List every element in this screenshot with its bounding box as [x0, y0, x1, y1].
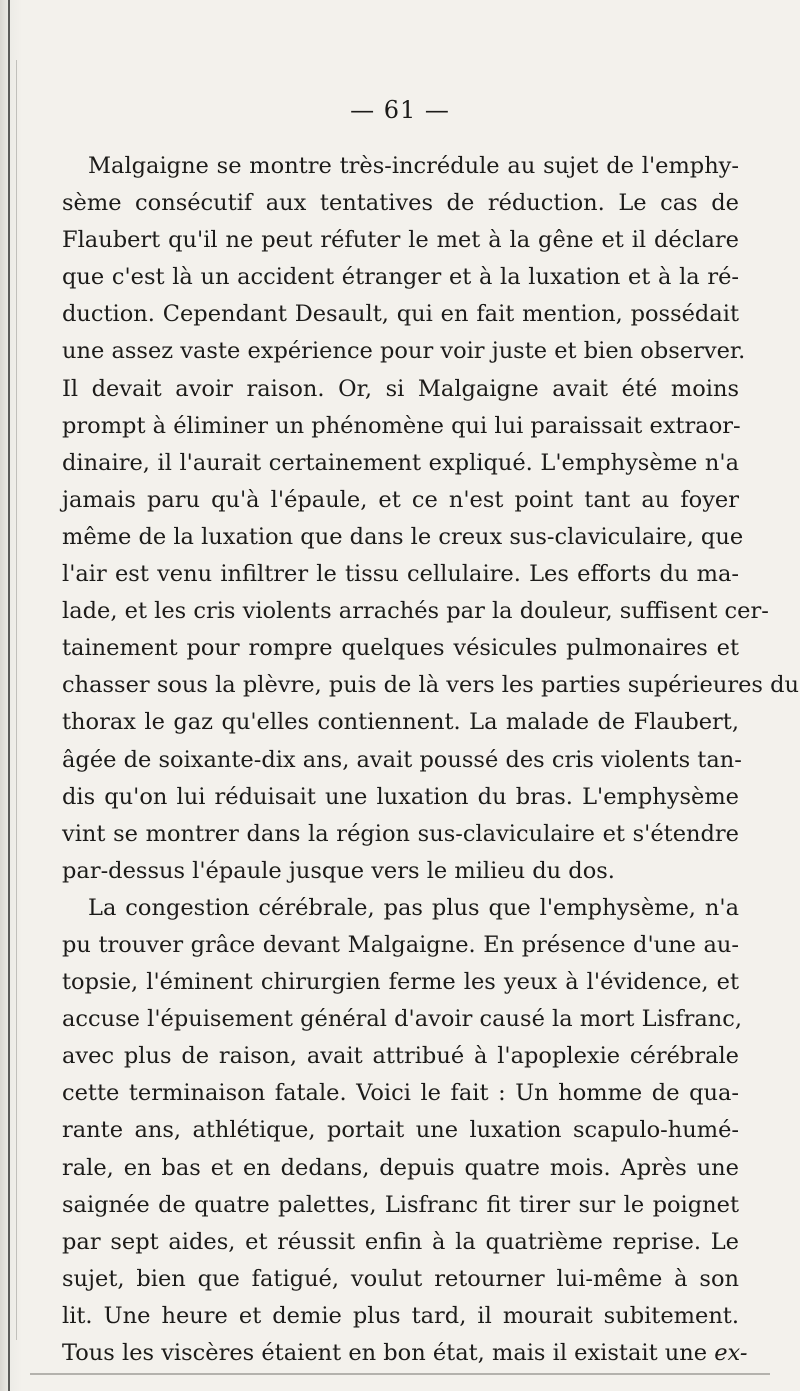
text-line: [62, 742, 742, 779]
text-line-content: l'air est venu infiltrer le tissu cellulaire. Les efforts du ma-: [62, 561, 739, 588]
text-line-content: rante ans, athlétique, portait une luxation scapulo-humé-: [62, 1117, 739, 1144]
spine-fold-line: [16, 60, 17, 1340]
text-line: [62, 148, 739, 185]
page-number: — 61 —: [350, 96, 450, 124]
text-line-content: accuse l'épuisement général d'avoir causé la mort Lisfranc,: [62, 1006, 743, 1033]
text-line: [62, 222, 739, 259]
text-line-content: jamais paru qu'à l'épaule, et ce n'est point tant au foyer: [62, 486, 739, 513]
text-line: [62, 1261, 739, 1298]
italic-word: ex-: [714, 1340, 748, 1366]
text-line: [62, 259, 739, 296]
text-line-content: Tous les viscères étaient en bon état, mais il existait une: [62, 1340, 708, 1366]
text-line: [62, 556, 739, 593]
spine-shadow-line: [8, 0, 10, 1391]
text-line-content: lit. Une heure et demie plus tard, il mourait subitement.: [62, 1302, 739, 1329]
text-line-content: pu trouver grâce devant Malgaigne. En présence d'une au-: [62, 931, 739, 958]
text-line-content: que c'est là un accident étranger et à la luxation et à la ré-: [62, 264, 739, 291]
text-line: [62, 1187, 739, 1224]
text-line-content: Flaubert qu'il ne peut réfuter le met à la gêne et il déclare: [62, 227, 739, 254]
text-line: [62, 704, 739, 741]
text-line: [62, 779, 739, 816]
text-line: [62, 333, 746, 370]
text-line-content: lade, et les cris violents arrachés par la douleur, suffisent cer-: [62, 598, 769, 625]
text-line-content: topsie, l'éminent chirurgien ferme les yeux à l'évidence, et: [62, 969, 739, 996]
text-line-content: sujet, bien que fatigué, voulut retourner lui-même à son: [62, 1265, 739, 1292]
text-line-content: avec plus de raison, avait attribué à l'apoplexie cérébrale: [62, 1043, 739, 1070]
text-line: [62, 593, 769, 630]
text-line-content: vint se montrer dans la région sus-claviculaire et s'étendre: [62, 820, 739, 847]
text-line: [62, 1298, 739, 1335]
text-line-content: dis qu'on lui réduisait une luxation du bras. L'emphysème: [62, 783, 739, 810]
text-line: [62, 667, 799, 704]
text-line-content: sème consécutif aux tentatives de réduction. Le cas de: [62, 190, 739, 217]
text-line-content: âgée de soixante-dix ans, avait poussé des cris violents tan-: [62, 746, 742, 773]
text-line-content: dinaire, il l'aurait certainement expliqué. L'emphysème n'a: [62, 449, 739, 476]
text-line-content: La congestion cérébrale, pas plus que l'emphysème, n'a: [88, 894, 739, 921]
text-line: [62, 816, 739, 853]
text-line: [62, 1038, 739, 1075]
text-line: [62, 1001, 743, 1038]
text-line-content: même de la luxation que dans le creux sus-claviculaire, que: [62, 523, 744, 550]
text-line: [62, 1224, 739, 1261]
text-line: [62, 296, 739, 333]
body-text: [62, 148, 799, 1372]
text-line: [62, 1150, 739, 1187]
text-line: [62, 445, 739, 482]
text-line-content: tainement pour rompre quelques vésicules pulmonaires et: [62, 635, 739, 662]
text-line-content: Il devait avoir raison. Or, si Malgaigne avait été moins: [62, 375, 739, 402]
text-line: [62, 964, 739, 1001]
text-line: [62, 630, 739, 667]
text-line: [62, 519, 744, 556]
page-bottom-edge: [30, 1373, 770, 1375]
text-line-content: rale, en bas et en dedans, depuis quatre mois. Après une: [62, 1154, 739, 1181]
text-line: [62, 1335, 748, 1372]
text-line-content: chasser sous la plèvre, puis de là vers les parties supérieures du: [62, 672, 799, 699]
text-line: [62, 1075, 739, 1112]
text-line-content: duction. Cependant Desault, qui en fait mention, possédait: [62, 301, 739, 328]
text-line: [62, 482, 739, 519]
text-line-content: Malgaigne se montre très-incrédule au sujet de l'emphy-: [88, 153, 739, 179]
book-spine-edge: [0, 0, 22, 1391]
text-line-content: par sept aides, et réussit enfin à la quatrième reprise. Le: [62, 1228, 739, 1255]
text-line: [62, 890, 739, 927]
text-line: [62, 853, 739, 890]
text-line-content: prompt à éliminer un phénomène qui lui paraissait extraor-: [62, 412, 741, 439]
text-line-content: cette terminaison fatale. Voici le fait : Un homme de qua-: [62, 1080, 739, 1107]
text-line: [62, 408, 739, 445]
text-line-content: par-dessus l'épaule jusque vers le milieu du dos.: [62, 857, 615, 884]
text-line-content: thorax le gaz qu'elles contiennent. La malade de Flaubert,: [62, 709, 739, 736]
text-line: [62, 185, 739, 222]
text-line: [62, 927, 739, 964]
text-line: [62, 1112, 739, 1149]
text-line: [62, 371, 739, 408]
text-line-content: saignée de quatre palettes, Lisfranc fit tirer sur le poignet: [62, 1191, 739, 1218]
text-line-content: une assez vaste expérience pour voir juste et bien observer.: [62, 338, 746, 365]
